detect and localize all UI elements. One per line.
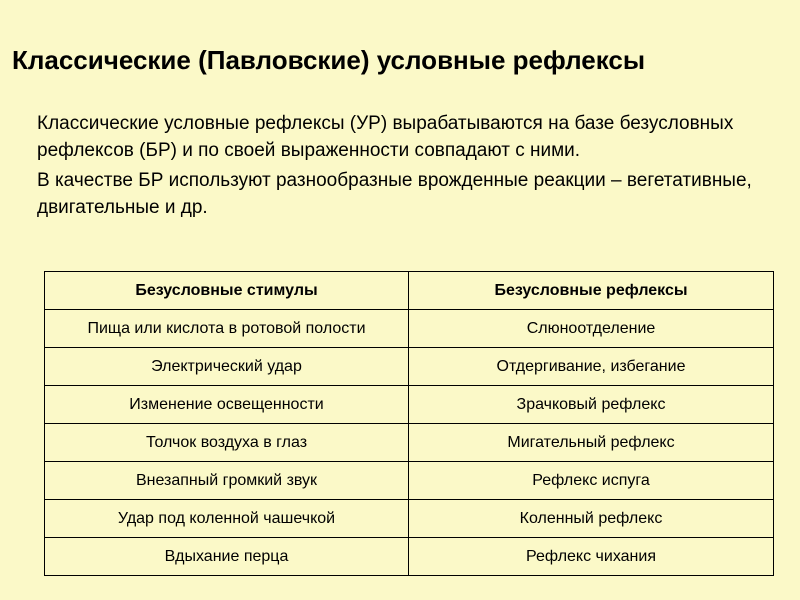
- stimulus-cell: Вдыхание перца: [45, 538, 409, 576]
- reflex-cell: Рефлекс испуга: [409, 462, 774, 500]
- table-row: [45, 348, 774, 386]
- reflex-cell: Мигательный рефлекс: [409, 424, 774, 462]
- stimulus-cell: Пища или кислота в ротовой полости: [45, 310, 409, 348]
- reflex-cell: Слюноотделение: [409, 310, 774, 348]
- stimulus-cell: Толчок воздуха в глаз: [45, 424, 409, 462]
- intro-paragraph: Классические условные рефлексы (УР) вырабатываются на базе безусловных рефлексов (БР) и по своей выраженности совпадают с ними.: [37, 113, 734, 161]
- table-header-row: [45, 272, 774, 310]
- slide-title: Классические (Павловские) условные рефлексы: [12, 45, 646, 75]
- reflex-table: [44, 271, 774, 576]
- table-row: [45, 538, 774, 576]
- reflex-cell: Отдергивание, избегание: [409, 348, 774, 386]
- table-row: [45, 386, 774, 424]
- table-row: [45, 310, 774, 348]
- intro-text: [37, 110, 757, 224]
- reflex-cell: Коленный рефлекс: [409, 500, 774, 538]
- table-row: [45, 424, 774, 462]
- stimulus-cell: Удар под коленной чашечкой: [45, 500, 409, 538]
- stimulus-cell: Внезапный громкий звук: [45, 462, 409, 500]
- table-row: [45, 462, 774, 500]
- stimulus-cell: Электрический удар: [45, 348, 409, 386]
- stimulus-cell: Изменение освещенности: [45, 386, 409, 424]
- column-header-stimuli: Безусловные стимулы: [45, 272, 409, 310]
- table-row: [45, 500, 774, 538]
- intro-paragraph: В качестве БР используют разнообразные врожденные реакции – вегетативные, двигательные и др.: [37, 170, 752, 218]
- reflex-cell: Рефлекс чихания: [409, 538, 774, 576]
- reflex-cell: Зрачковый рефлекс: [409, 386, 774, 424]
- column-header-reflexes: Безусловные рефлексы: [409, 272, 774, 310]
